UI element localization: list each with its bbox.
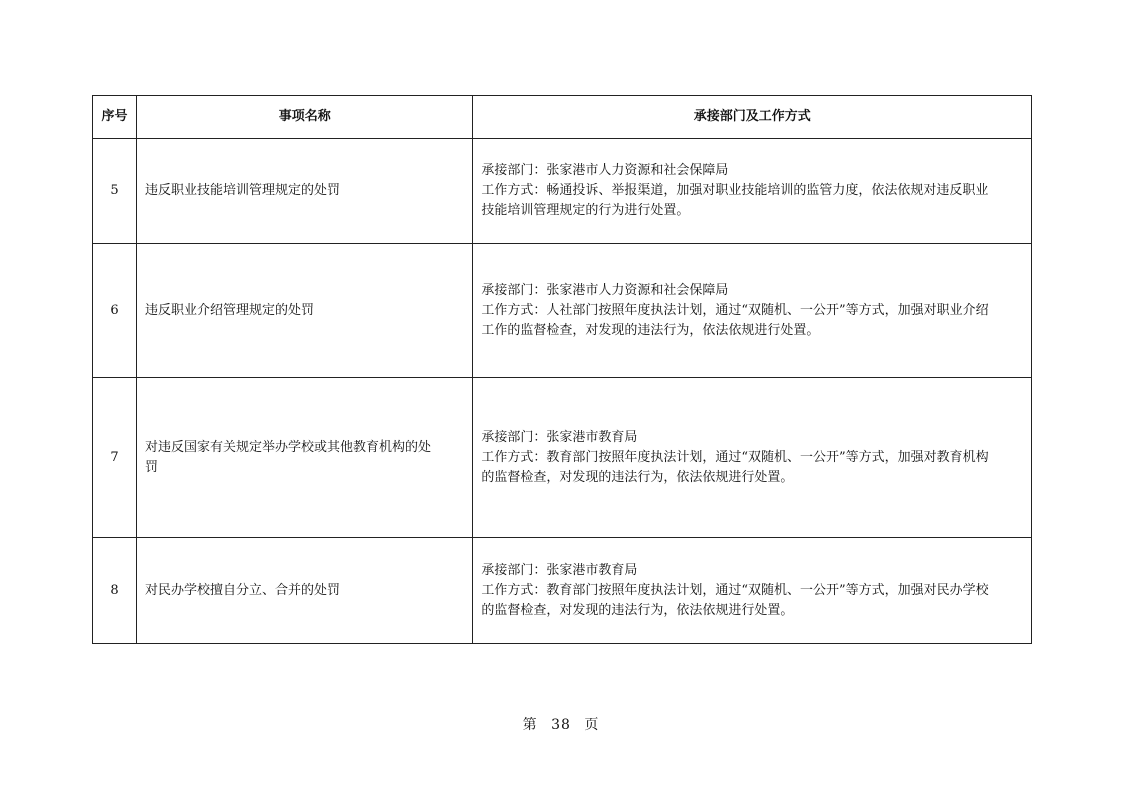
- table-header-row: [93, 96, 1032, 139]
- item-name: 违反职业技能培训管理规定的处罚: [137, 139, 473, 244]
- department-method: [473, 139, 1032, 244]
- header-department-method: 承接部门及工作方式: [473, 96, 1032, 139]
- row-number: 6: [93, 244, 137, 378]
- department-method: [473, 378, 1032, 538]
- page-number-prefix: 第: [522, 717, 538, 733]
- page-footer: [0, 714, 1122, 734]
- header-item-name: 事项名称: [137, 96, 473, 139]
- department-line: 承接部门：张家港市教育局: [481, 429, 638, 445]
- method-line: 工作方式：教育部门按照年度执法计划，通过“双随机、一公开”等方式，加强对教育机构: [481, 449, 989, 465]
- item-name: 对民办学校擅自分立、合并的处罚: [137, 538, 473, 644]
- method-line-continued: 的监督检查，对发现的违法行为，依法依规进行处置。: [481, 469, 794, 485]
- method-line-continued: 技能培训管理规定的行为进行处置。: [481, 203, 690, 218]
- item-name-line-continued: 罚: [145, 459, 159, 475]
- items-table: [92, 95, 1032, 644]
- method-line: 工作方式：教育部门按照年度执法计划，通过“双随机、一公开”等方式，加强对民办学校: [481, 582, 989, 598]
- department-method: [473, 244, 1032, 378]
- item-name-line: 对违反国家有关规定举办学校或其他教育机构的处: [145, 439, 432, 455]
- item-name: [137, 378, 473, 538]
- method-line: 工作方式：人社部门按照年度执法计划，通过“双随机、一公开”等方式，加强对职业介绍: [481, 302, 989, 318]
- row-number: 7: [93, 378, 137, 538]
- table-row: [93, 378, 1032, 538]
- table-row: [93, 244, 1032, 378]
- page-number-suffix: 页: [584, 717, 600, 733]
- row-number: 5: [93, 139, 137, 244]
- department-method: [473, 538, 1032, 644]
- department-line: 承接部门：张家港市人力资源和社会保障局: [481, 282, 729, 298]
- method-line: 工作方式：畅通投诉、举报渠道，加强对职业技能培训的监管力度，依法依规对违反职业: [481, 183, 989, 198]
- method-line-continued: 的监督检查，对发现的违法行为，依法依规进行处置。: [481, 602, 794, 618]
- department-line: 承接部门：张家港市教育局: [481, 562, 638, 578]
- header-serial-number: 序号: [93, 96, 137, 139]
- row-number: 8: [93, 538, 137, 644]
- page-number: 38: [551, 717, 571, 733]
- method-line-continued: 工作的监督检查，对发现的违法行为，依法依规进行处置。: [481, 322, 820, 338]
- department-line: 承接部门：张家港市人力资源和社会保障局: [481, 163, 729, 178]
- table-row: [93, 139, 1032, 244]
- item-name: 违反职业介绍管理规定的处罚: [137, 244, 473, 378]
- table-row: [93, 538, 1032, 644]
